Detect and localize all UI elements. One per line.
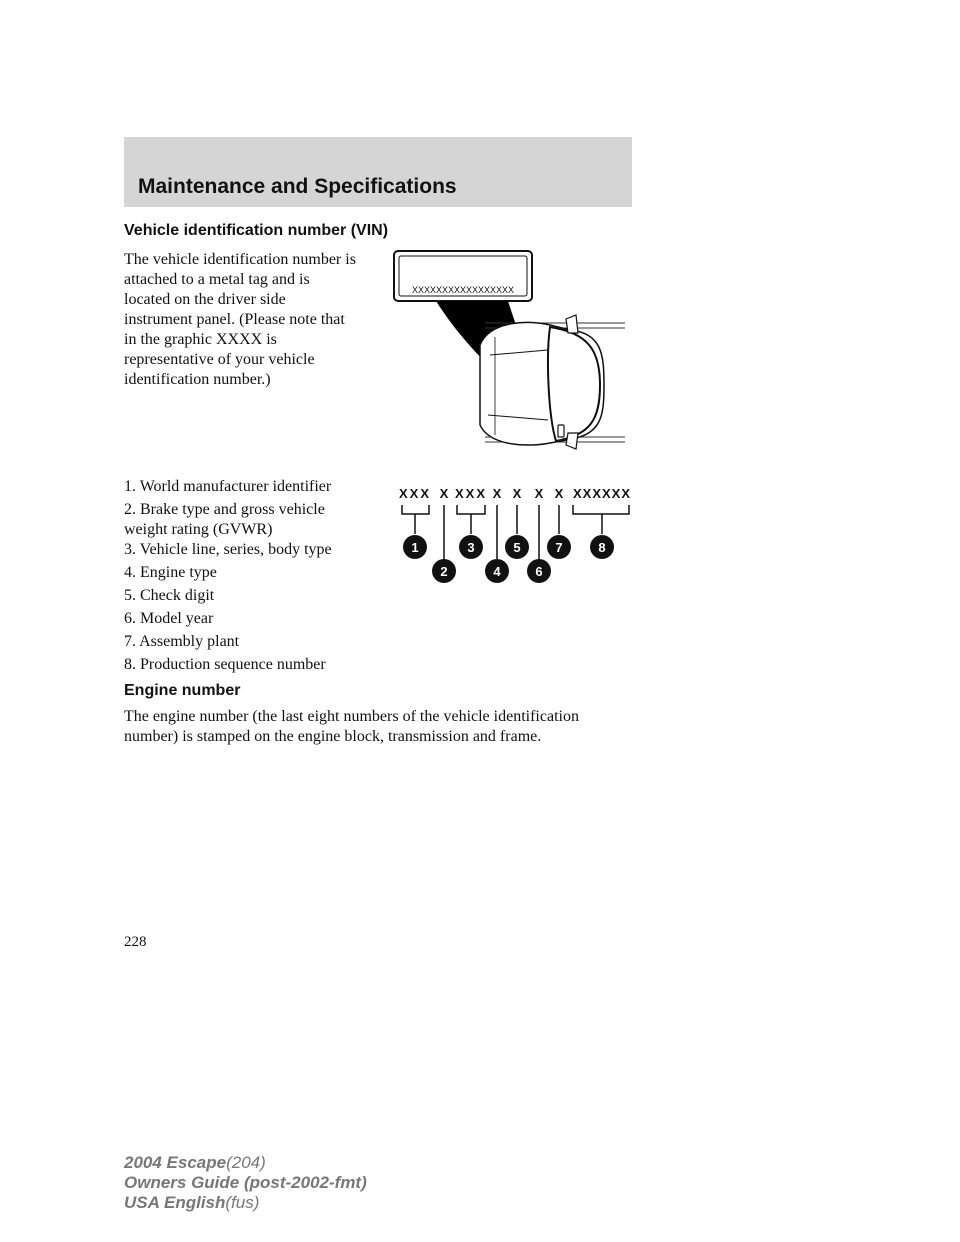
vin-breakdown-diagram xyxy=(395,478,635,588)
footer-model: 2004 Escape xyxy=(124,1153,227,1172)
legend-item-text: 4. Engine type xyxy=(124,564,217,581)
legend-item xyxy=(124,609,213,629)
callout-6-label: 6 xyxy=(535,564,543,579)
footer-model-code: (204) xyxy=(226,1153,266,1172)
engine-paragraph xyxy=(124,707,579,747)
vin-group-2: X xyxy=(439,486,449,501)
document-footer xyxy=(124,1153,367,1213)
section-header-band xyxy=(124,137,632,207)
legend-item-text: 2. Brake type and gross vehicle xyxy=(124,501,325,518)
legend-item xyxy=(124,655,326,675)
vin-group-1: XXX xyxy=(398,486,432,501)
vin-paragraph-line: in the graphic XXXX is xyxy=(124,331,277,348)
footer-line xyxy=(124,1153,367,1173)
vin-paragraph-line: located on the driver side xyxy=(124,291,286,308)
page-number: 228 xyxy=(124,934,147,950)
legend-item-text: 3. Vehicle line, series, body type xyxy=(124,541,332,558)
vin-paragraph-line: instrument panel. (Please note that xyxy=(124,311,345,328)
legend-item-text: 5. Check digit xyxy=(124,587,215,604)
vin-paragraph-line: representative of your vehicle xyxy=(124,351,315,368)
legend-item-text: 7. Assembly plant xyxy=(124,633,240,650)
vin-tag-text: XXXXXXXXXXXXXXXXX xyxy=(411,285,515,295)
vin-group-4: X xyxy=(492,486,502,501)
callout-7-label: 7 xyxy=(555,540,563,555)
vin-paragraph-line: The vehicle identification number is xyxy=(124,251,356,268)
engine-paragraph-line: The engine number (the last eight numbers of the vehicle identification xyxy=(124,708,579,725)
vin-group-7: X xyxy=(554,486,564,501)
legend-item-text: 6. Model year xyxy=(124,610,214,627)
legend-item xyxy=(124,632,239,652)
footer-line xyxy=(124,1193,367,1213)
vin-group-5: X xyxy=(512,486,522,501)
legend-item xyxy=(124,477,331,497)
legend-item xyxy=(124,586,214,606)
legend-item xyxy=(124,540,332,560)
vin-tag-marker xyxy=(558,425,564,437)
callout-8-label: 8 xyxy=(598,540,606,555)
vin-group-3: XXX xyxy=(454,486,488,501)
callout-3-label: 3 xyxy=(467,540,475,555)
footer-line xyxy=(124,1173,367,1193)
callout-4-label: 4 xyxy=(493,564,501,579)
legend-item-text: 1. World manufacturer identifier xyxy=(124,478,332,495)
vin-group-8: XXXXXX xyxy=(572,486,632,501)
vin-heading: Vehicle identification number (VIN) xyxy=(124,222,389,239)
engine-paragraph-line: number) is stamped on the engine block, transmission and frame. xyxy=(124,728,542,745)
vin-paragraph-line: identification number.) xyxy=(124,371,271,388)
callout-5-label: 5 xyxy=(513,540,521,555)
footer-language: USA English xyxy=(124,1193,226,1212)
vin-paragraph-line: attached to a metal tag and is xyxy=(124,271,310,288)
legend-item-text: 8. Production sequence number xyxy=(124,656,326,673)
footer-guide: Owners Guide (post-2002-fmt) xyxy=(124,1173,367,1192)
footer-language-code: (fus) xyxy=(225,1193,260,1212)
section-title: Maintenance and Specifications xyxy=(138,175,457,198)
legend-item xyxy=(124,563,217,583)
vin-location-illustration xyxy=(390,245,630,465)
legend-item-text: weight rating (GVWR) xyxy=(124,521,273,538)
engine-heading: Engine number xyxy=(124,682,241,699)
legend-item xyxy=(124,500,325,540)
vin-group-6: X xyxy=(534,486,544,501)
callout-1-label: 1 xyxy=(411,540,419,555)
vin-paragraph xyxy=(124,250,356,390)
callout-2-label: 2 xyxy=(440,564,448,579)
